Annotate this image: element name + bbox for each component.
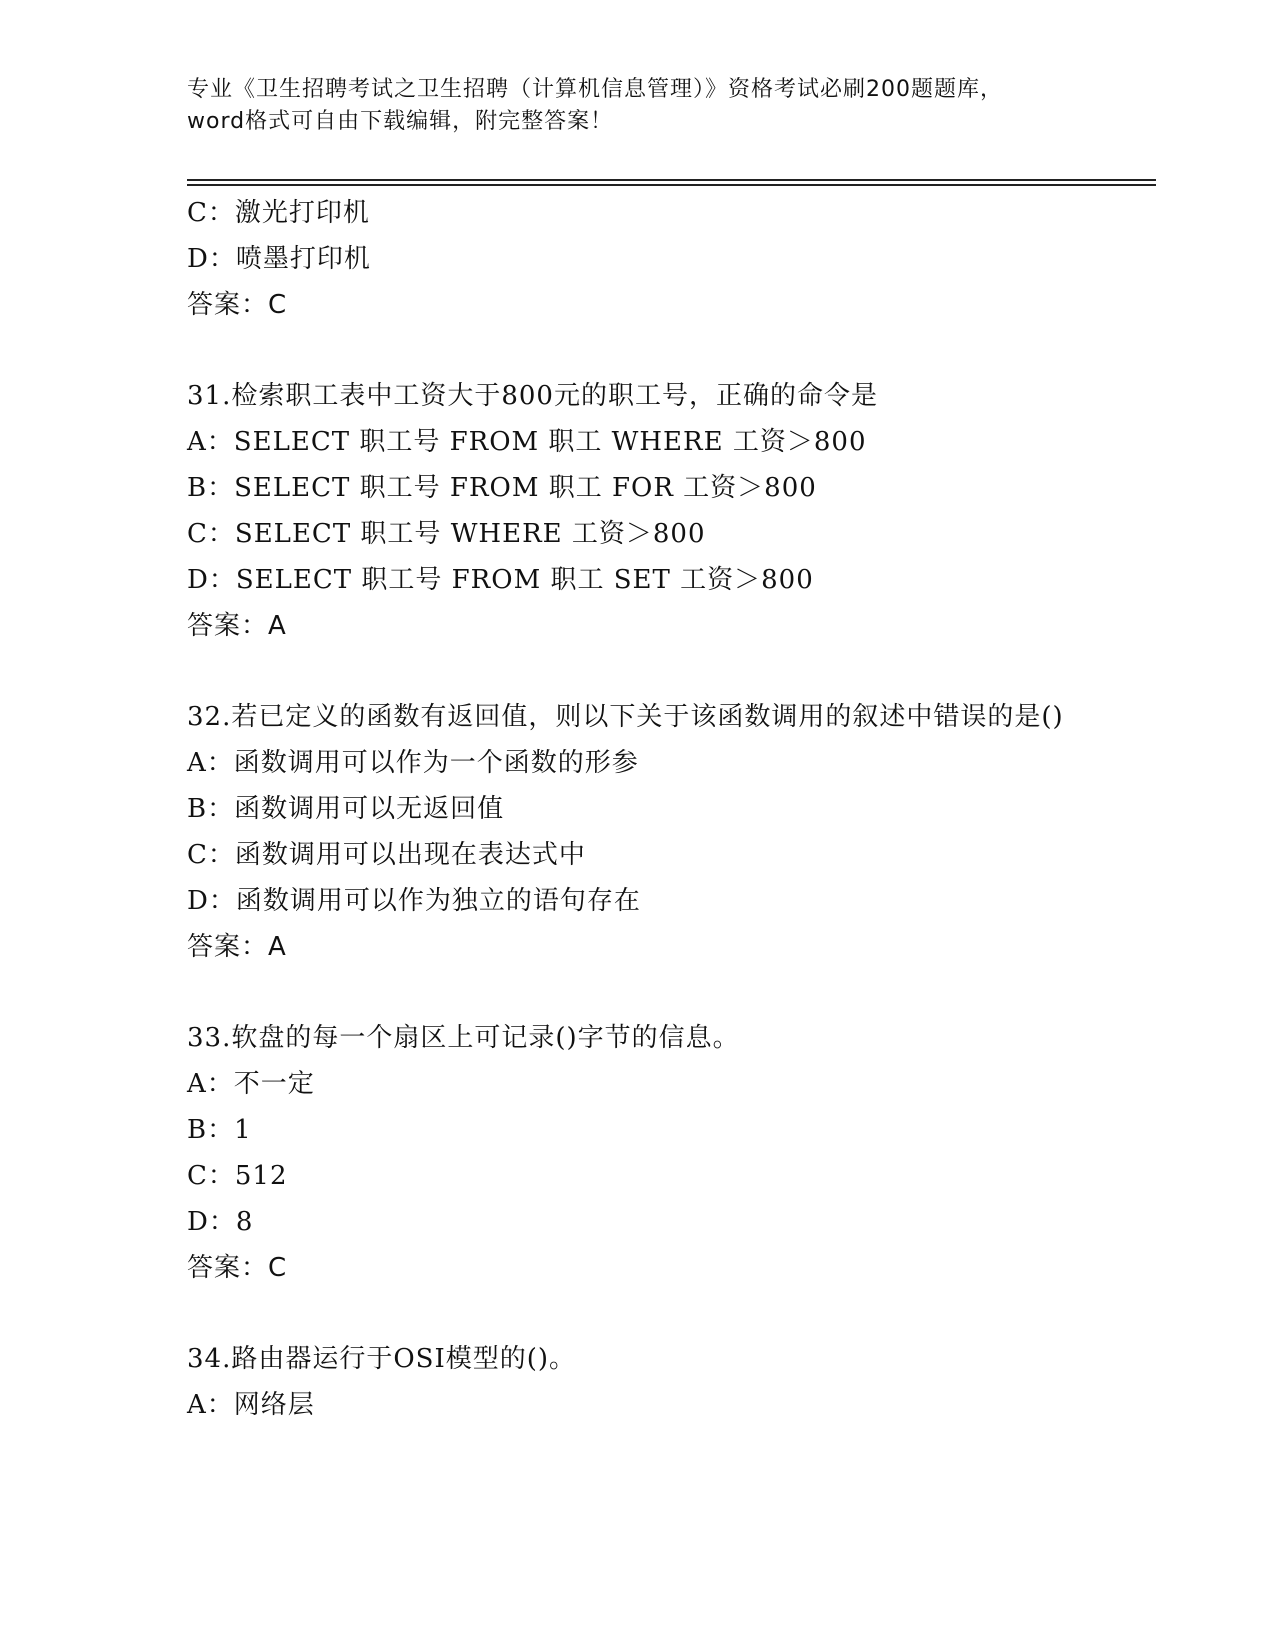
option-a: A：网络层 [187, 1390, 315, 1420]
option-a: A：SELECT 职工号 FROM 职工 WHERE 工资＞800 [187, 427, 867, 457]
spacer [187, 970, 1147, 1015]
answer-line: 答案：A [187, 932, 287, 962]
answer-line: 答案：C [187, 1253, 288, 1283]
option-c: C：512 [187, 1161, 288, 1191]
spacer [187, 1291, 1147, 1336]
option-c: C：激光打印机 [187, 198, 370, 228]
document-header [187, 74, 1087, 138]
question-31 [187, 373, 1147, 649]
spacer [187, 328, 1147, 373]
question-33 [187, 1015, 1147, 1291]
question-text: 32.若已定义的函数有返回值，则以下关于该函数调用的叙述中错误的是() [187, 702, 1064, 732]
question-text: 31.检索职工表中工资大于800元的职工号，正确的命令是 [187, 381, 878, 411]
option-d: D：8 [187, 1207, 254, 1237]
previous-question-tail [187, 190, 1147, 328]
option-b: B：SELECT 职工号 FROM 职工 FOR 工资＞800 [187, 473, 817, 503]
option-d: D：SELECT 职工号 FROM 职工 SET 工资＞800 [187, 565, 814, 595]
question-text: 33.软盘的每一个扇区上可记录()字节的信息。 [187, 1023, 740, 1053]
answer-line: 答案：C [187, 290, 288, 320]
spacer [187, 649, 1147, 694]
option-a: A：不一定 [187, 1069, 315, 1099]
question-34 [187, 1336, 1147, 1428]
option-c: C：SELECT 职工号 WHERE 工资＞800 [187, 519, 706, 549]
answer-line: 答案：A [187, 611, 287, 641]
header-divider-top [187, 179, 1156, 181]
header-line-1: 专业《卫生招聘考试之卫生招聘（计算机信息管理）》资格考试必刷200题题库， [187, 77, 1003, 102]
header-divider-bottom [187, 184, 1156, 186]
question-list [187, 190, 1147, 1428]
option-b: B：函数调用可以无返回值 [187, 794, 505, 824]
question-32 [187, 694, 1147, 970]
option-b: B：1 [187, 1115, 252, 1145]
option-d: D：喷墨打印机 [187, 244, 371, 274]
header-line-2: word格式可自由下载编辑，附完整答案！ [187, 109, 614, 134]
option-d: D：函数调用可以作为独立的语句存在 [187, 886, 641, 916]
option-a: A：函数调用可以作为一个函数的形参 [187, 748, 639, 778]
question-text: 34.路由器运行于OSI模型的()。 [187, 1344, 577, 1374]
option-c: C：函数调用可以出现在表达式中 [187, 840, 586, 870]
